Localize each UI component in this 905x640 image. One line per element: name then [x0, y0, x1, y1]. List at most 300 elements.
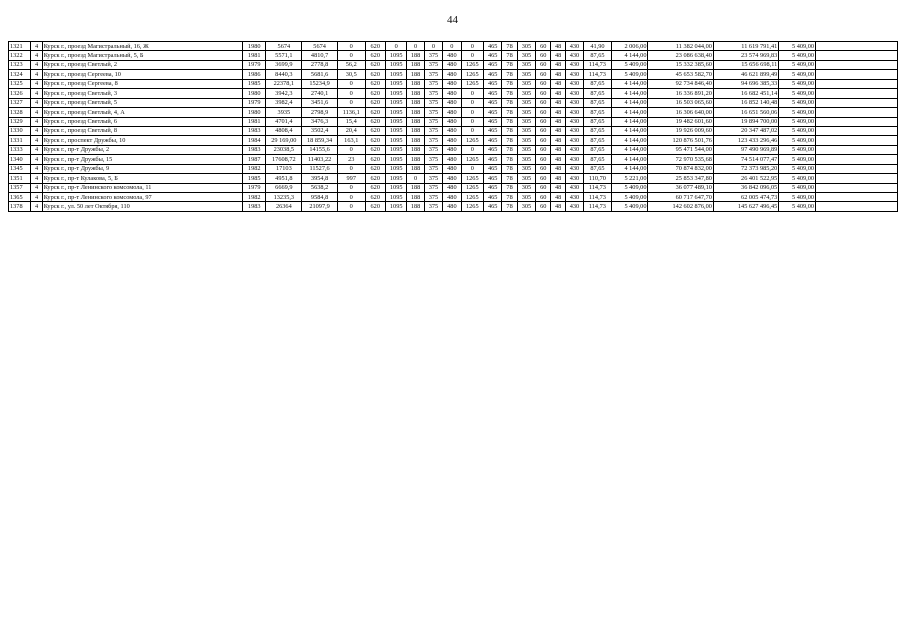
cell-c6: 0	[461, 42, 483, 51]
table-row	[9, 126, 898, 135]
cell-c8: 78	[502, 108, 517, 117]
cell-area_total: 22378,1	[266, 79, 302, 88]
cell-c13: 87,65	[584, 51, 612, 60]
cell-area_nonres: 0	[337, 202, 365, 211]
cell-c9: 305	[517, 202, 535, 211]
cell-area_total: 5674	[266, 42, 302, 51]
cell-c2: 1095	[385, 108, 406, 117]
cell-c13: 114,73	[584, 202, 612, 211]
cell-area_live: 3954,8	[302, 174, 338, 183]
cell-c2: 1095	[385, 136, 406, 145]
cell-area_total: 13235,3	[266, 193, 302, 202]
cell-c5: 480	[443, 193, 461, 202]
cell-area_live: 3451,6	[302, 98, 338, 107]
cell-no: 1327	[9, 98, 31, 107]
cell-year: 1986	[242, 70, 266, 79]
cell-rate: 4 144,00	[611, 117, 648, 126]
cell-c11: 48	[551, 183, 565, 192]
cell-c7: 465	[484, 51, 502, 60]
cell-area_live: 11527,6	[302, 164, 338, 173]
cell-c12: 430	[565, 202, 583, 211]
cell-no: 1329	[9, 117, 31, 126]
cell-c6: 0	[461, 117, 483, 126]
cell-c11: 48	[551, 202, 565, 211]
cell-c5: 480	[443, 164, 461, 173]
cell-area_nonres: 15,4	[337, 117, 365, 126]
cell-empty	[816, 60, 898, 69]
cell-total_fact: 5 409,00	[779, 145, 816, 154]
cell-no: 1333	[9, 145, 31, 154]
cell-total_fact: 5 409,00	[779, 183, 816, 192]
cell-c3: 188	[407, 60, 424, 69]
cell-year: 1982	[242, 164, 266, 173]
cell-total_plan: 94 696 385,33	[713, 79, 778, 88]
cell-c5: 480	[443, 70, 461, 79]
cell-c8: 78	[502, 174, 517, 183]
cell-c2: 1095	[385, 164, 406, 173]
cell-cat: 4	[31, 174, 42, 183]
cell-address: Курск г., пр-т Дружбы, 15	[42, 155, 242, 164]
cell-address: Курск г., проезд Магистральный, 5, Б	[42, 51, 242, 60]
cell-area_live: 14155,6	[302, 145, 338, 154]
cell-area_live: 2740,1	[302, 89, 338, 98]
cell-c11: 48	[551, 79, 565, 88]
table-row	[9, 202, 898, 211]
cell-rate: 4 144,00	[611, 126, 648, 135]
cell-no: 1357	[9, 183, 31, 192]
cell-monthly: 60 717 647,70	[648, 193, 713, 202]
cell-total_fact: 5 409,00	[779, 70, 816, 79]
cell-c10: 60	[536, 98, 551, 107]
cell-c12: 430	[565, 70, 583, 79]
cell-total_fact: 5 409,00	[779, 136, 816, 145]
cell-monthly: 19 926 009,60	[648, 126, 713, 135]
cell-c1: 620	[365, 145, 385, 154]
cell-c12: 430	[565, 42, 583, 51]
cell-empty	[816, 164, 898, 173]
cell-area_total: 5571,1	[266, 51, 302, 60]
cell-c12: 430	[565, 60, 583, 69]
cell-rate: 5 409,00	[611, 193, 648, 202]
cell-c3: 188	[407, 164, 424, 173]
cell-c4: 375	[424, 89, 442, 98]
cell-c5: 480	[443, 98, 461, 107]
cell-total_fact: 5 409,00	[779, 126, 816, 135]
cell-year: 1985	[242, 174, 266, 183]
cell-c13: 87,65	[584, 108, 612, 117]
cell-c2: 1095	[385, 51, 406, 60]
cell-cat: 4	[31, 202, 42, 211]
cell-area_nonres: 0	[337, 79, 365, 88]
cell-c12: 430	[565, 51, 583, 60]
cell-rate: 4 144,00	[611, 98, 648, 107]
cell-area_total: 23038,5	[266, 145, 302, 154]
cell-c13: 87,65	[584, 136, 612, 145]
cell-area_nonres: 163,1	[337, 136, 365, 145]
table-row	[9, 98, 898, 107]
cell-c12: 430	[565, 193, 583, 202]
cell-area_live: 5638,2	[302, 183, 338, 192]
cell-year: 1980	[242, 108, 266, 117]
cell-c11: 48	[551, 136, 565, 145]
cell-cat: 4	[31, 164, 42, 173]
cell-monthly: 95 471 544,00	[648, 145, 713, 154]
cell-address: Курск г., проезд Сергеева, 8	[42, 79, 242, 88]
cell-c12: 430	[565, 126, 583, 135]
cell-c4: 375	[424, 108, 442, 117]
cell-c4: 375	[424, 126, 442, 135]
table-row	[9, 79, 898, 88]
cell-c11: 48	[551, 98, 565, 107]
cell-total_fact: 5 409,00	[779, 60, 816, 69]
cell-cat: 4	[31, 193, 42, 202]
cell-address: Курск г., проезд Магистральный, 16, Ж	[42, 42, 242, 51]
cell-monthly: 16 336 891,20	[648, 89, 713, 98]
cell-c2: 1095	[385, 60, 406, 69]
cell-c3: 188	[407, 117, 424, 126]
cell-c3: 188	[407, 193, 424, 202]
cell-c9: 305	[517, 79, 535, 88]
cell-c11: 48	[551, 89, 565, 98]
cell-c2: 1095	[385, 79, 406, 88]
cell-c1: 620	[365, 60, 385, 69]
registry-table	[8, 41, 898, 212]
cell-c13: 110,70	[584, 174, 612, 183]
cell-address: Курск г., проезд Светлый, 5	[42, 98, 242, 107]
cell-area_total: 29 169,00	[266, 136, 302, 145]
cell-c6: 0	[461, 145, 483, 154]
cell-area_nonres: 0	[337, 164, 365, 173]
table-row	[9, 70, 898, 79]
cell-rate: 4 144,00	[611, 108, 648, 117]
cell-c10: 60	[536, 174, 551, 183]
cell-c1: 620	[365, 174, 385, 183]
cell-total_fact: 5 409,00	[779, 98, 816, 107]
cell-c5: 0	[443, 42, 461, 51]
cell-c7: 465	[484, 60, 502, 69]
cell-no: 1323	[9, 60, 31, 69]
cell-c3: 0	[407, 42, 424, 51]
cell-c6: 1265	[461, 193, 483, 202]
cell-c9: 305	[517, 108, 535, 117]
page-number: 44	[447, 14, 458, 26]
cell-total_plan: 62 005 474,73	[713, 193, 778, 202]
cell-c5: 480	[443, 136, 461, 145]
cell-address: Курск г., ул. 50 лет Октября, 110	[42, 202, 242, 211]
cell-area_live: 2798,9	[302, 108, 338, 117]
cell-c4: 375	[424, 145, 442, 154]
cell-empty	[816, 174, 898, 183]
cell-no: 1345	[9, 164, 31, 173]
cell-monthly: 70 874 832,00	[648, 164, 713, 173]
cell-c11: 48	[551, 108, 565, 117]
cell-c5: 480	[443, 60, 461, 69]
cell-c2: 1095	[385, 193, 406, 202]
cell-c3: 188	[407, 79, 424, 88]
cell-cat: 4	[31, 183, 42, 192]
cell-c12: 430	[565, 108, 583, 117]
cell-no: 1340	[9, 155, 31, 164]
cell-c13: 87,65	[584, 126, 612, 135]
cell-area_live: 2778,8	[302, 60, 338, 69]
cell-area_nonres: 20,4	[337, 126, 365, 135]
cell-total_plan: 97 490 969,89	[713, 145, 778, 154]
cell-empty	[816, 70, 898, 79]
cell-year: 1979	[242, 98, 266, 107]
cell-monthly: 92 734 846,40	[648, 79, 713, 88]
cell-empty	[816, 193, 898, 202]
cell-c5: 480	[443, 145, 461, 154]
cell-total_plan: 36 842 096,05	[713, 183, 778, 192]
cell-no: 1324	[9, 70, 31, 79]
cell-c13: 114,73	[584, 183, 612, 192]
cell-year: 1983	[242, 126, 266, 135]
cell-area_total: 3699,9	[266, 60, 302, 69]
cell-c11: 48	[551, 193, 565, 202]
cell-c1: 620	[365, 202, 385, 211]
cell-area_total: 4951,8	[266, 174, 302, 183]
cell-monthly: 16 306 640,00	[648, 108, 713, 117]
cell-area_nonres: 0	[337, 51, 365, 60]
cell-empty	[816, 79, 898, 88]
cell-c9: 305	[517, 164, 535, 173]
cell-cat: 4	[31, 89, 42, 98]
cell-year: 1987	[242, 155, 266, 164]
cell-area_nonres: 0	[337, 98, 365, 107]
cell-total_plan: 16 852 140,48	[713, 98, 778, 107]
cell-year: 1982	[242, 193, 266, 202]
cell-address: Курск г., проспект Дружбы, 10	[42, 136, 242, 145]
cell-c12: 430	[565, 174, 583, 183]
cell-address: Курск г., проезд Сергеева, 10	[42, 70, 242, 79]
cell-rate: 5 409,00	[611, 202, 648, 211]
cell-c10: 60	[536, 126, 551, 135]
cell-c2: 1095	[385, 70, 406, 79]
cell-c9: 305	[517, 51, 535, 60]
cell-c13: 41,90	[584, 42, 612, 51]
cell-c4: 375	[424, 79, 442, 88]
cell-c10: 60	[536, 145, 551, 154]
cell-c6: 0	[461, 126, 483, 135]
cell-c8: 78	[502, 136, 517, 145]
cell-c10: 60	[536, 136, 551, 145]
table-body	[9, 42, 898, 212]
cell-c9: 305	[517, 136, 535, 145]
cell-c8: 78	[502, 193, 517, 202]
cell-cat: 4	[31, 155, 42, 164]
cell-c1: 620	[365, 108, 385, 117]
cell-c12: 430	[565, 155, 583, 164]
cell-c10: 60	[536, 183, 551, 192]
cell-c11: 48	[551, 126, 565, 135]
cell-c3: 0	[407, 174, 424, 183]
cell-c6: 0	[461, 164, 483, 173]
cell-year: 1979	[242, 183, 266, 192]
cell-c2: 1095	[385, 155, 406, 164]
cell-c10: 60	[536, 70, 551, 79]
cell-c5: 480	[443, 202, 461, 211]
cell-c7: 465	[484, 89, 502, 98]
cell-year: 1984	[242, 136, 266, 145]
cell-c3: 188	[407, 98, 424, 107]
cell-no: 1328	[9, 108, 31, 117]
cell-total_fact: 5 409,00	[779, 89, 816, 98]
cell-c1: 620	[365, 98, 385, 107]
cell-area_nonres: 1136,1	[337, 108, 365, 117]
cell-c7: 465	[484, 126, 502, 135]
cell-total_fact: 5 409,00	[779, 155, 816, 164]
cell-area_total: 3982,4	[266, 98, 302, 107]
cell-rate: 2 006,00	[611, 42, 648, 51]
cell-c9: 305	[517, 193, 535, 202]
cell-c11: 48	[551, 70, 565, 79]
cell-c13: 87,65	[584, 145, 612, 154]
cell-rate: 5 409,00	[611, 70, 648, 79]
cell-c2: 1095	[385, 89, 406, 98]
cell-area_live: 9584,8	[302, 193, 338, 202]
cell-c7: 465	[484, 164, 502, 173]
cell-c7: 465	[484, 79, 502, 88]
cell-c5: 480	[443, 174, 461, 183]
cell-total_fact: 5 409,00	[779, 42, 816, 51]
cell-monthly: 11 382 044,00	[648, 42, 713, 51]
cell-cat: 4	[31, 60, 42, 69]
cell-c3: 188	[407, 108, 424, 117]
cell-c8: 78	[502, 60, 517, 69]
cell-c1: 620	[365, 126, 385, 135]
cell-total_plan: 19 894 700,00	[713, 117, 778, 126]
cell-area_nonres: 0	[337, 89, 365, 98]
cell-c5: 480	[443, 155, 461, 164]
cell-total_plan: 46 621 899,49	[713, 70, 778, 79]
cell-c7: 465	[484, 42, 502, 51]
cell-c8: 78	[502, 155, 517, 164]
cell-c1: 620	[365, 51, 385, 60]
cell-c1: 620	[365, 193, 385, 202]
cell-empty	[816, 117, 898, 126]
cell-area_total: 6669,9	[266, 183, 302, 192]
cell-c3: 188	[407, 183, 424, 192]
cell-total_fact: 5 409,00	[779, 164, 816, 173]
table-row	[9, 117, 898, 126]
cell-c9: 305	[517, 42, 535, 51]
cell-c9: 305	[517, 89, 535, 98]
table-row	[9, 60, 898, 69]
cell-c7: 465	[484, 174, 502, 183]
cell-c4: 375	[424, 136, 442, 145]
cell-c9: 305	[517, 155, 535, 164]
cell-c10: 60	[536, 193, 551, 202]
cell-area_nonres: 56,2	[337, 60, 365, 69]
cell-c11: 48	[551, 164, 565, 173]
cell-c10: 60	[536, 42, 551, 51]
cell-rate: 4 144,00	[611, 51, 648, 60]
cell-no: 1326	[9, 89, 31, 98]
table-row	[9, 89, 898, 98]
cell-cat: 4	[31, 51, 42, 60]
cell-c13: 87,65	[584, 164, 612, 173]
cell-area_total: 26364	[266, 202, 302, 211]
cell-area_nonres: 30,5	[337, 70, 365, 79]
cell-total_plan: 26 401 522,95	[713, 174, 778, 183]
cell-c8: 78	[502, 89, 517, 98]
cell-area_nonres: 0	[337, 145, 365, 154]
cell-c12: 430	[565, 89, 583, 98]
cell-c5: 480	[443, 79, 461, 88]
cell-c2: 1095	[385, 126, 406, 135]
cell-c7: 465	[484, 136, 502, 145]
cell-address: Курск г., проезд Светлый, 3	[42, 89, 242, 98]
cell-c6: 1265	[461, 60, 483, 69]
cell-c9: 305	[517, 98, 535, 107]
cell-address: Курск г., пр-т Кулакова, 5, Б	[42, 174, 242, 183]
cell-c11: 48	[551, 51, 565, 60]
cell-c12: 430	[565, 136, 583, 145]
cell-c6: 0	[461, 89, 483, 98]
cell-area_nonres: 23	[337, 155, 365, 164]
cell-c6: 1265	[461, 183, 483, 192]
cell-c5: 480	[443, 108, 461, 117]
cell-empty	[816, 108, 898, 117]
cell-c7: 465	[484, 145, 502, 154]
cell-c6: 1265	[461, 174, 483, 183]
cell-total_plan: 74 514 077,47	[713, 155, 778, 164]
cell-no: 1331	[9, 136, 31, 145]
cell-total_plan: 15 656 698,11	[713, 60, 778, 69]
cell-c4: 375	[424, 183, 442, 192]
cell-c2: 1095	[385, 145, 406, 154]
cell-rate: 5 409,00	[611, 183, 648, 192]
cell-c4: 375	[424, 60, 442, 69]
cell-c1: 620	[365, 183, 385, 192]
cell-area_live: 5674	[302, 42, 338, 51]
cell-c10: 60	[536, 155, 551, 164]
cell-c13: 114,73	[584, 70, 612, 79]
cell-area_nonres: 0	[337, 42, 365, 51]
cell-cat: 4	[31, 126, 42, 135]
cell-c12: 430	[565, 164, 583, 173]
cell-c6: 0	[461, 51, 483, 60]
cell-c12: 430	[565, 117, 583, 126]
cell-c8: 78	[502, 145, 517, 154]
cell-year: 1981	[242, 117, 266, 126]
cell-c2: 1095	[385, 98, 406, 107]
cell-c8: 78	[502, 126, 517, 135]
cell-c8: 78	[502, 98, 517, 107]
cell-rate: 4 144,00	[611, 136, 648, 145]
cell-address: Курск г., пр-т Ленинского комсомола, 11	[42, 183, 242, 192]
cell-cat: 4	[31, 108, 42, 117]
cell-area_live: 11403,22	[302, 155, 338, 164]
cell-year: 1981	[242, 51, 266, 60]
cell-rate: 4 144,00	[611, 155, 648, 164]
cell-no: 1378	[9, 202, 31, 211]
cell-c4: 375	[424, 174, 442, 183]
cell-area_live: 3476,3	[302, 117, 338, 126]
table-row	[9, 42, 898, 51]
cell-c11: 48	[551, 42, 565, 51]
cell-cat: 4	[31, 42, 42, 51]
cell-c8: 78	[502, 79, 517, 88]
table-row	[9, 108, 898, 117]
cell-c1: 620	[365, 164, 385, 173]
cell-c3: 188	[407, 70, 424, 79]
cell-c7: 465	[484, 183, 502, 192]
cell-c4: 375	[424, 70, 442, 79]
cell-c9: 305	[517, 70, 535, 79]
cell-c3: 188	[407, 155, 424, 164]
cell-c5: 480	[443, 89, 461, 98]
